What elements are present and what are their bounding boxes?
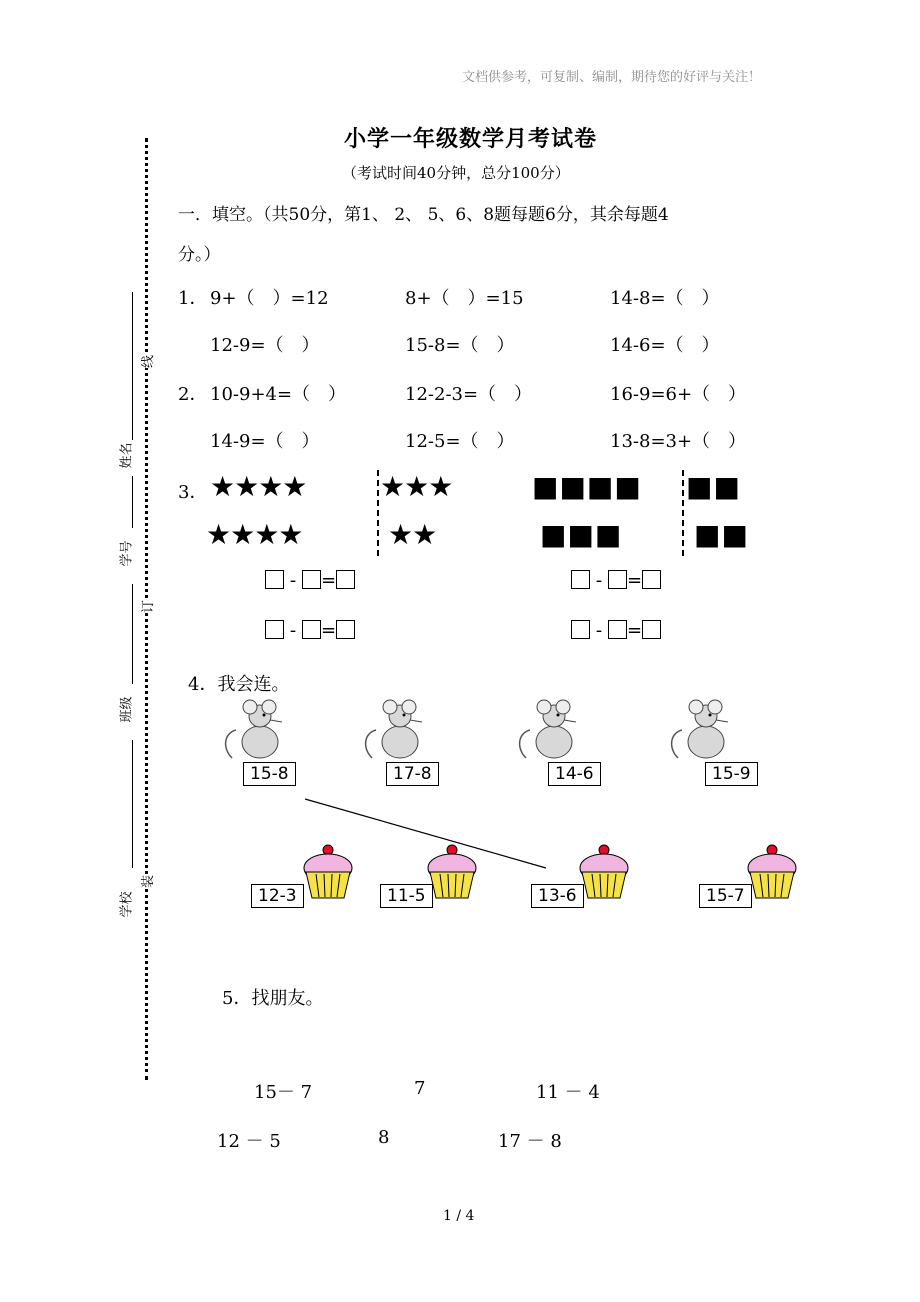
cupcake-label[interactable]: 15-7 <box>699 884 752 908</box>
q2-item: 16-9=6+（ ） <box>610 384 747 405</box>
answer-box[interactable] <box>336 570 355 589</box>
q2-item: 12-2-3=（ ） <box>405 384 533 405</box>
q2-item: 14-9=（ ） <box>210 431 320 452</box>
answer-box[interactable] <box>302 620 321 639</box>
mouse-icon <box>668 698 738 768</box>
star-group: ★★★★ <box>206 518 303 551</box>
cupcake-label[interactable]: 11-5 <box>380 884 433 908</box>
page-subtitle: （考试时间40分钟，总分100分） <box>342 164 570 182</box>
binding-mark-staple: 订 <box>137 600 156 613</box>
star-group: ★★★ <box>380 470 453 503</box>
equation-blank[interactable]: - = <box>571 620 661 641</box>
sidebar-label-student-id: 学号 <box>119 540 135 567</box>
square-group: ■■■ <box>540 518 623 551</box>
square-group: ■■ <box>694 518 749 551</box>
page-title: 小学一年级数学月考试卷 <box>344 126 598 152</box>
answer-box[interactable] <box>265 620 284 639</box>
answer-box[interactable] <box>642 620 661 639</box>
answer-box[interactable] <box>302 570 321 589</box>
cupcake-icon <box>302 842 354 900</box>
equation-blank[interactable]: - = <box>265 620 355 641</box>
cupcake-icon <box>426 842 478 900</box>
q1-number: 1． <box>178 288 208 309</box>
mouse-label[interactable]: 14-6 <box>548 762 601 786</box>
page-number: 1 / 4 <box>443 1208 475 1224</box>
watermark-text: 文档供参考，可复制、编制，期待您的好评与关注！ <box>462 70 762 85</box>
cupcake-icon <box>746 842 798 900</box>
class-underline <box>132 584 133 684</box>
friend-item[interactable]: 12 － 5 <box>217 1131 281 1152</box>
student-id-underline <box>132 476 133 528</box>
q1-item: 12-9=（ ） <box>210 335 320 356</box>
cupcake-label[interactable]: 13-6 <box>531 884 584 908</box>
q1-item: 14-8=（ ） <box>610 288 720 309</box>
mouse-icon <box>362 698 432 768</box>
q1-item: 14-6=（ ） <box>610 335 720 356</box>
q4-title: 4．我会连。 <box>188 674 290 695</box>
star-divider <box>377 470 379 556</box>
section1-heading: 一．填空。（共50分，第1、 2、 5、6、8题每题6分，其余每题4 <box>178 205 669 225</box>
q2-number: 2． <box>178 384 208 405</box>
mouse-icon <box>516 698 586 768</box>
q5-title: 5．找朋友。 <box>222 988 324 1009</box>
mouse-label[interactable]: 15-8 <box>243 762 296 786</box>
square-divider <box>682 470 684 556</box>
cupcake-label[interactable]: 12-3 <box>251 884 304 908</box>
answer-box[interactable] <box>571 570 590 589</box>
sidebar-label-name: 姓名 <box>119 442 135 469</box>
answer-box[interactable] <box>571 620 590 639</box>
sidebar-label-school: 学校 <box>119 891 135 918</box>
star-group: ★★ <box>388 518 437 551</box>
section1-heading-cont: 分。） <box>178 245 221 265</box>
mouse-label[interactable]: 17-8 <box>386 762 439 786</box>
q1-item: 8+（ ）=15 <box>405 288 524 309</box>
cupcake-icon <box>578 842 630 900</box>
binding-mark-line: 线 <box>137 355 156 368</box>
answer-box[interactable] <box>608 620 627 639</box>
friend-item[interactable]: 11 － 4 <box>536 1082 600 1103</box>
friend-item[interactable]: 17 － 8 <box>498 1131 562 1152</box>
friend-item[interactable]: 8 <box>378 1127 390 1148</box>
binding-mark-bind: 装 <box>137 875 156 888</box>
mouse-label[interactable]: 15-9 <box>705 762 758 786</box>
q2-item: 12-5=（ ） <box>405 431 515 452</box>
mouse-icon <box>222 698 292 768</box>
friend-item[interactable]: 15－ 7 <box>254 1082 313 1103</box>
sidebar-label-class: 班级 <box>119 696 135 723</box>
answer-box[interactable] <box>642 570 661 589</box>
q3-number: 3． <box>178 482 208 503</box>
square-group: ■■ <box>686 470 741 503</box>
square-group: ■■■■ <box>532 470 642 503</box>
q1-item: 9+（ ）=12 <box>210 288 329 309</box>
equation-blank[interactable]: - = <box>571 570 661 591</box>
equation-blank[interactable]: - = <box>265 570 355 591</box>
q2-item: 13-8=3+（ ） <box>610 431 747 452</box>
school-underline <box>132 740 133 868</box>
answer-box[interactable] <box>608 570 627 589</box>
q2-item: 10-9+4=（ ） <box>210 384 347 405</box>
star-group: ★★★★ <box>210 470 307 503</box>
answer-box[interactable] <box>265 570 284 589</box>
friend-item[interactable]: 7 <box>414 1078 426 1099</box>
answer-box[interactable] <box>336 620 355 639</box>
q1-item: 15-8=（ ） <box>405 335 515 356</box>
name-underline <box>132 292 133 440</box>
